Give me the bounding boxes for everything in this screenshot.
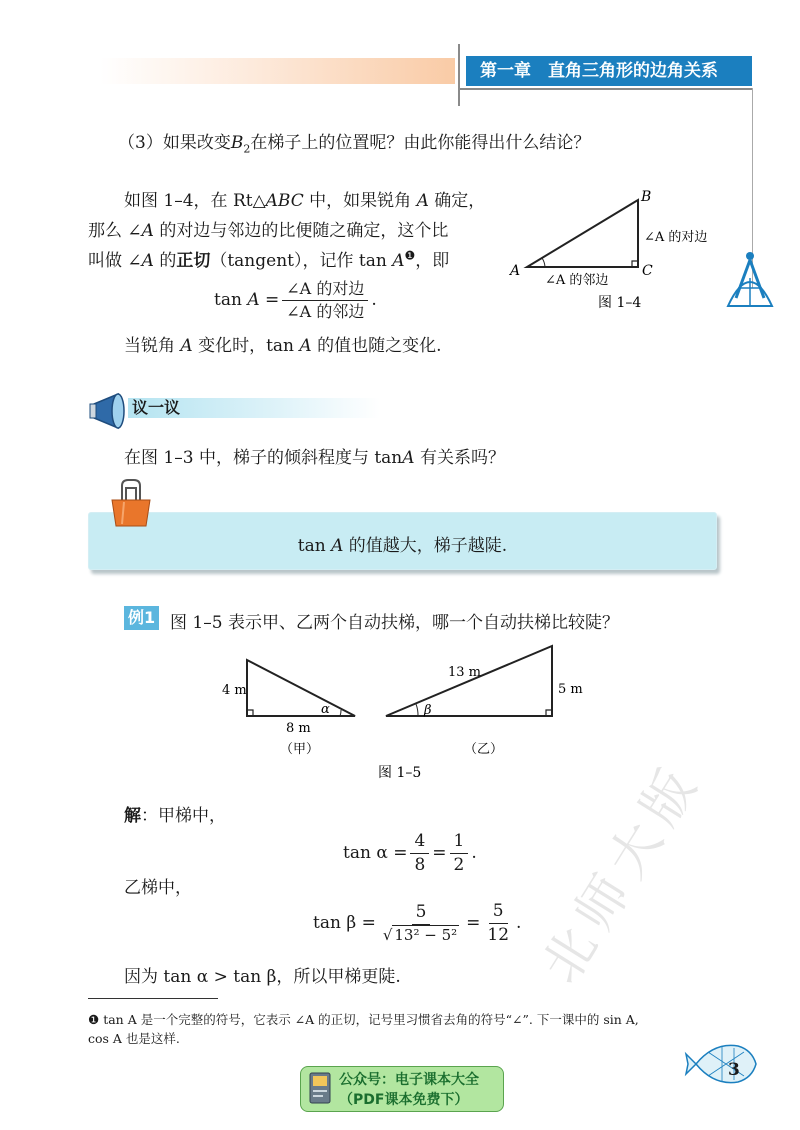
- angle-alpha: α: [321, 702, 330, 717]
- header-gradient-bar: [100, 58, 455, 84]
- yi-label: （乙）: [464, 742, 504, 757]
- header-underline: [460, 88, 752, 90]
- tangent-formula: tan A = $\frac{\text{∠A 的对边}}{\text{∠A 的邻边}}$ .: [214, 279, 377, 321]
- example-1-text: 图 1–5 表示甲、乙两个自动扶梯，哪一个自动扶梯比较陡？: [170, 613, 619, 633]
- label-opposite: ∠A 的对边: [644, 230, 708, 245]
- angle-beta: β: [424, 703, 432, 718]
- escalator-yi: [386, 646, 583, 757]
- chapter-title: 第一章 直角三角形的边角关系: [480, 61, 718, 81]
- watermark-text: 北师大版: [531, 751, 714, 994]
- label-C: C: [642, 263, 653, 279]
- page-number: 3: [728, 1060, 740, 1080]
- discuss-question: 在图 1–3 中，梯子的倾斜程度与 tanA 有关系吗？: [124, 448, 505, 468]
- jia-label: （甲）: [280, 742, 320, 757]
- definition-line-3: 叫做 ∠A 的正切（tangent），记作 $\tan A^❶$，即: [88, 248, 450, 271]
- figure-1-5: [200, 640, 600, 785]
- promo-banner: [300, 1066, 504, 1112]
- example-badge: 例1: [124, 606, 159, 630]
- figure-1-5-caption: 图 1–5: [378, 765, 422, 781]
- chapter-title-banner: [466, 56, 752, 86]
- solution-line-yi: 乙梯中，: [124, 878, 192, 898]
- triangle-abc: [527, 200, 638, 267]
- label-adjacent: ∠A 的邻边: [545, 273, 609, 288]
- book-icon: [309, 1072, 331, 1104]
- definition-conclusion: 当锐角 A 变化时，tan A 的值也随之变化.: [124, 336, 442, 356]
- label-A: A: [510, 263, 521, 279]
- binder-clip-icon: [108, 478, 154, 528]
- fish-page-icon: [684, 1036, 770, 1092]
- yi-hypotenuse-label: 13 m: [448, 665, 482, 680]
- formula-denominator: ∠A 的邻边: [286, 301, 365, 321]
- figure-1-4: [505, 188, 745, 318]
- megaphone-icon: [88, 390, 134, 432]
- formula-tan-beta: tan β = $\frac{5}{\text{√ 13² − 5²}}$ = $\frac{5}{12}$ .: [313, 901, 522, 945]
- jia-vertical-label: 4 m: [222, 683, 247, 698]
- figure-1-4-caption: 图 1–4: [598, 295, 642, 311]
- formula-numerator: ∠A 的对边: [282, 280, 368, 301]
- footnote: ❶ tan A 是一个完整的符号，它表示 ∠A 的正切，记号里习惯省去角的符号“∠”. 下一课中的 sin A, cos A 也是这样.: [88, 1012, 639, 1046]
- definition-line-1: 如图 1–4，在 Rt△ABC 中，如果锐角 A 确定，: [124, 191, 486, 211]
- promo-line-1: 公众号：电子课本大全: [339, 1072, 479, 1088]
- solution-conclusion: 因为 tan α > tan β，所以甲梯更陡.: [124, 967, 401, 987]
- label-B: B: [641, 189, 652, 205]
- answer-box: [88, 512, 717, 570]
- radical: √ 13² − 5²: [382, 925, 458, 944]
- footnote-mark: ❶: [404, 248, 416, 263]
- promo-line-2: （PDF课本免费下）: [339, 1092, 469, 1108]
- solution-label: 解: [124, 806, 141, 826]
- discuss-title: 议一议: [132, 398, 181, 417]
- definition-line-2: 那么 ∠A 的对边与邻边的比便随之确定，这个比: [88, 221, 449, 241]
- header-divider: [458, 44, 460, 106]
- solution-line-1: 解：甲梯中，: [124, 806, 226, 826]
- question-3: （3）如果改变$B_2$在梯子上的位置呢？由此你能得出什么结论？: [118, 133, 591, 156]
- answer-text: tan A 的值越大，梯子越陡.: [297, 536, 508, 556]
- escalator-jia: [222, 660, 355, 757]
- yi-vertical-label: 5 m: [558, 682, 583, 697]
- jia-horizontal-label: 8 m: [286, 721, 311, 736]
- footnote-divider: [88, 998, 218, 999]
- formula-tan-alpha: tan α = $\frac{4}{8}$ = $\frac{1}{2}$ .: [343, 831, 477, 875]
- term-tangent: 正切: [176, 251, 211, 271]
